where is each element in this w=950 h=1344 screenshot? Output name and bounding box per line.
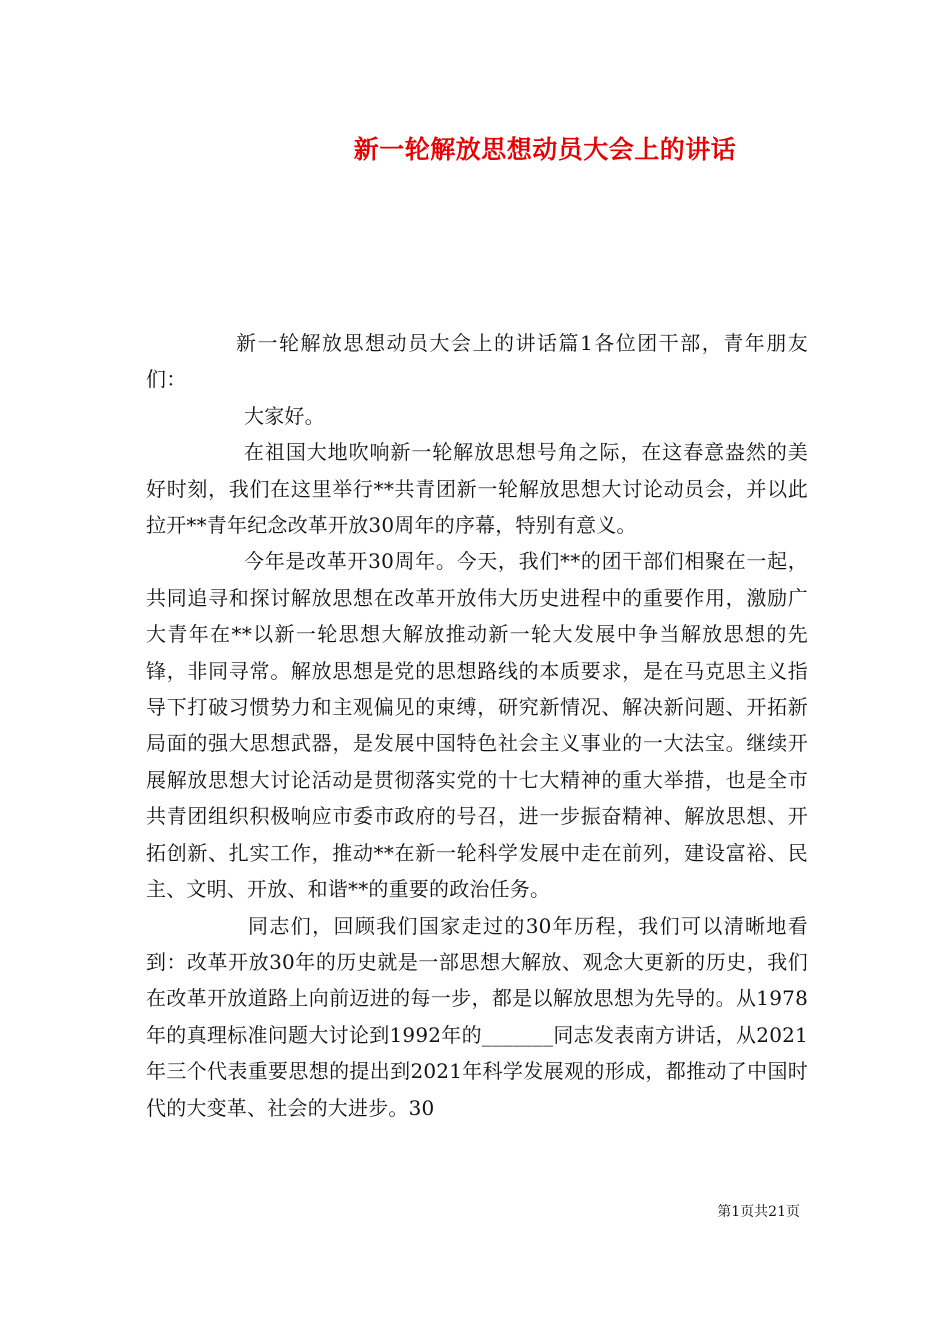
paragraph-opening: 新一轮解放思想动员大会上的讲话篇1各位团干部，青年朋友们： xyxy=(146,331,808,392)
paragraph-history: 同志们，回顾我们国家走过的30年历程，我们可以清晰地看到：改革开放30年的历史就是一部思想大解放、观念大更新的历史，我们在改革开放道路上向前迈进的每一步，都是以解放思想为先导的。从1978年的真理标准问题大讨论到1992年的_______同志发表南方讲话，从2021年三个代表重要思想的提出到2021年科学发展观的形成，都推动了中国时代的大变革、社会的大进步。30 xyxy=(146,913,808,1120)
paragraph-greeting: 大家好。 xyxy=(244,403,325,428)
page-number: 第1页共21页 xyxy=(717,1204,800,1220)
document-title: 新一轮解放思想动员大会上的讲话 xyxy=(353,135,737,164)
paragraph-intro: 在祖国大地吹响新一轮解放思想号角之际，在这春意盎然的美好时刻，我们在这里举行**共青团新一轮解放思想大讨论动员会，并以此拉开**青年纪念改革开放30周年的序幕，特别有意义。 xyxy=(146,440,808,538)
document-body xyxy=(146,325,808,1126)
paragraph-anniversary: 今年是改革开30周年。今天，我们**的团干部们相聚在一起，共同追寻和探讨解放思想在改革开放伟大历史进程中的重要作用，激励广大青年在**以新一轮思想大解放推动新一轮大发展中争当解放思想的先锋，非同寻常。解放思想是党的思想路线的本质要求，是在马克思主义指导下打破习惯势力和主观偏见的束缚，研究新情况、解决新问题、开拓新局面的强大思想武器，是发展中国特色社会主义事业的一大法宝。继续开展解放思想大讨论活动是贯彻落实党的十七大精神的重大举措，也是全市共青团组织积极响应市委市政府的号召，进一步振奋精神、解放思想、开拓创新、扎实工作，推动**在新一轮科学发展中走在前列，建设富裕、民主、文明、开放、和谐**的重要的政治任务。 xyxy=(146,549,808,902)
